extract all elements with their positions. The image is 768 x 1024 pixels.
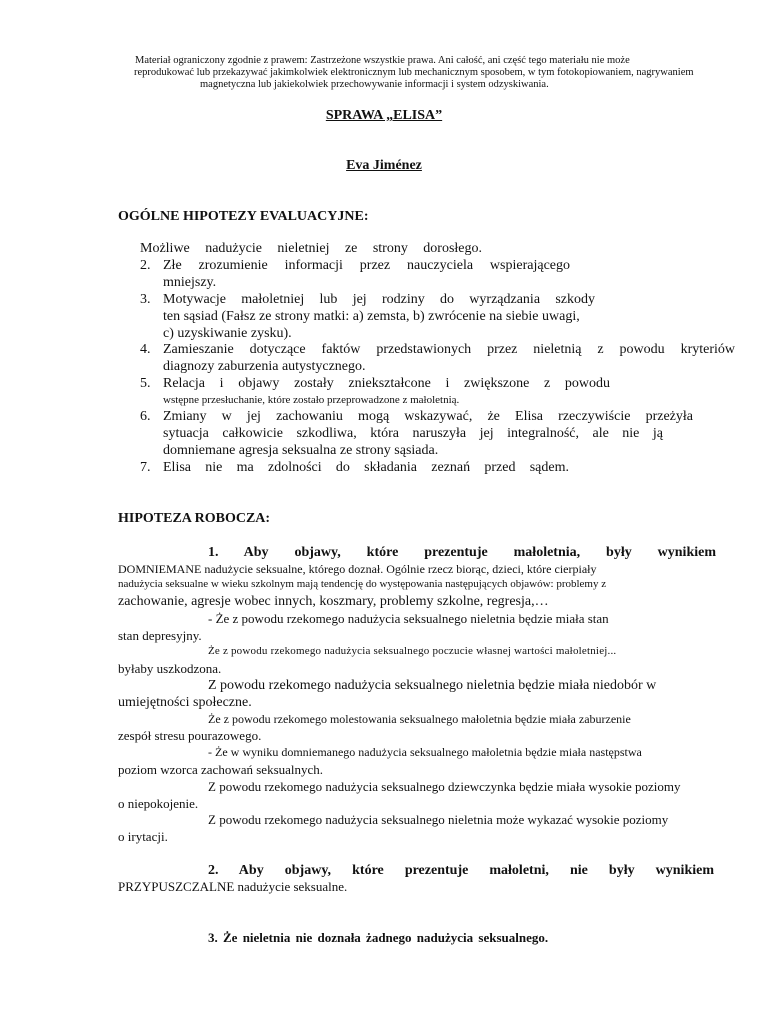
- hypothesis-line: Zamieszanie dotyczące faktów przedstawionych przez nieletnią z powodu kryteriów: [163, 342, 735, 357]
- hypothesis-line: Możliwe nadużycie nieletniej ze strony dorosłego.: [140, 241, 482, 256]
- hypothesis-line: Zmiany w jej zachowaniu mogą wskazywać, że Elisa rzeczywiście przeżyła: [163, 409, 693, 424]
- body-line: nadużycia seksualne w wieku szkolnym mają tendencję do występowania następujących objawów: problemy z: [118, 578, 607, 590]
- body-line: stan depresyjny.: [118, 628, 202, 643]
- working-hypothesis-2-heading: 2. Aby objawy, które prezentuje małoletni, nie były wynikiem: [208, 863, 714, 878]
- working-hypothesis-3-heading: 3. Że nieletnia nie doznała żadnego nadużycia seksualnego.: [208, 930, 549, 945]
- hypothesis-number: 5.: [140, 376, 151, 391]
- hypothesis-line: Motywacje małoletniej lub jej rodziny do wyrządzania szkody: [163, 292, 595, 307]
- hypothesis-number: 3.: [140, 292, 151, 307]
- hypothesis-line: ten sąsiad (Fałsz ze strony matki: a) zemsta, b) zwrócenie na siebie uwagi,: [163, 309, 580, 324]
- hypothesis-number: 4.: [140, 342, 151, 357]
- working-hypothesis-1-heading: 1. Aby objawy, które prezentuje małoletnia, były wynikiem: [208, 545, 716, 560]
- section-heading-working-hypothesis: HIPOTEZA ROBOCZA:: [118, 511, 271, 526]
- copyright-line-3: magnetyczna lub jakiekolwiek przechowywanie informacji i system odzyskiwania.: [200, 79, 549, 90]
- document-title: SPRAWA „ELISA”: [325, 108, 443, 123]
- body-line: umiejętności społeczne.: [118, 695, 252, 710]
- body-line: Z powodu rzekomego nadużycia seksualnego nieletnia będzie miała niedobór w: [208, 678, 657, 693]
- body-line: - Że w wyniku domniemanego nadużycia seksualnego małoletnia będzie miała następstwa: [208, 745, 642, 759]
- body-line: PRZYPUSZCZALNE nadużycie seksualne.: [118, 879, 348, 894]
- hypothesis-line: c) uzyskiwanie zysku).: [163, 326, 292, 341]
- body-line: o niepokojenie.: [118, 796, 199, 811]
- body-line: Że z powodu rzekomego nadużycia seksualnego poczucie własnej wartości małoletniej...: [208, 645, 617, 657]
- hypothesis-line: mniejszy.: [163, 275, 217, 290]
- hypothesis-number: 6.: [140, 409, 151, 424]
- hypothesis-number: 2.: [140, 258, 151, 273]
- body-line: Z powodu rzekomego nadużycia seksualnego nieletnia może wykazać wysokie poziomy: [208, 812, 669, 827]
- hypothesis-line: domniemane agresja seksualna ze strony sąsiada.: [163, 443, 439, 458]
- hypothesis-line: Elisa nie ma zdolności do składania zeznań przed sądem.: [163, 460, 569, 475]
- hypothesis-line: Złe zrozumienie informacji przez nauczyciela wspierającego: [163, 258, 570, 273]
- copyright-line-2: reprodukować lub przekazywać jakimkolwiek elektronicznym lub mechanicznym sposobem, w tym fotokopiowaniem, nagrywaniem: [134, 67, 694, 78]
- hypothesis-line: wstępne przesłuchanie, które zostało przeprowadzone z małoletnią.: [163, 394, 460, 406]
- body-line: Że z powodu rzekomego molestowania seksualnego małoletnia będzie miała zaburzenie: [208, 712, 631, 726]
- hypothesis-line: Relacja i objawy zostały zniekształcone i zwiększone z powodu: [163, 376, 610, 391]
- hypothesis-line: diagnozy zaburzenia autystycznego.: [163, 359, 366, 374]
- body-line: DOMNIEMANE nadużycie seksualne, którego doznał. Ogólnie rzecz biorąc, dzieci, które cierpiały: [118, 562, 597, 576]
- hypothesis-number: 7.: [140, 460, 151, 475]
- body-line: byłaby uszkodzona.: [118, 661, 222, 676]
- body-line: Z powodu rzekomego nadużycia seksualnego dziewczynka będzie miała wysokie poziomy: [208, 779, 681, 794]
- copyright-line-1: Materiał ograniczony zgodnie z prawem: Zastrzeżone wszystkie prawa. Ani całość, ani część tego materiału nie może: [135, 55, 630, 66]
- document-author: Eva Jiménez: [346, 158, 422, 173]
- hypothesis-line: sytuacja całkowicie szkodliwa, która naruszyła jej integralność, ale nie ją: [163, 426, 663, 441]
- body-line: poziom wzorca zachowań seksualnych.: [118, 762, 324, 777]
- section-heading-evaluation-hypotheses: OGÓLNE HIPOTEZY EVALUACYJNE:: [118, 209, 369, 224]
- body-line: zachowanie, agresje wobec innych, koszmary, problemy szkolne, regresja,…: [118, 594, 549, 609]
- body-line: o irytacji.: [118, 829, 168, 844]
- body-line: - Że z powodu rzekomego nadużycia seksualnego nieletnia będzie miała stan: [208, 611, 609, 626]
- body-line: zespół stresu pourazowego.: [118, 728, 262, 743]
